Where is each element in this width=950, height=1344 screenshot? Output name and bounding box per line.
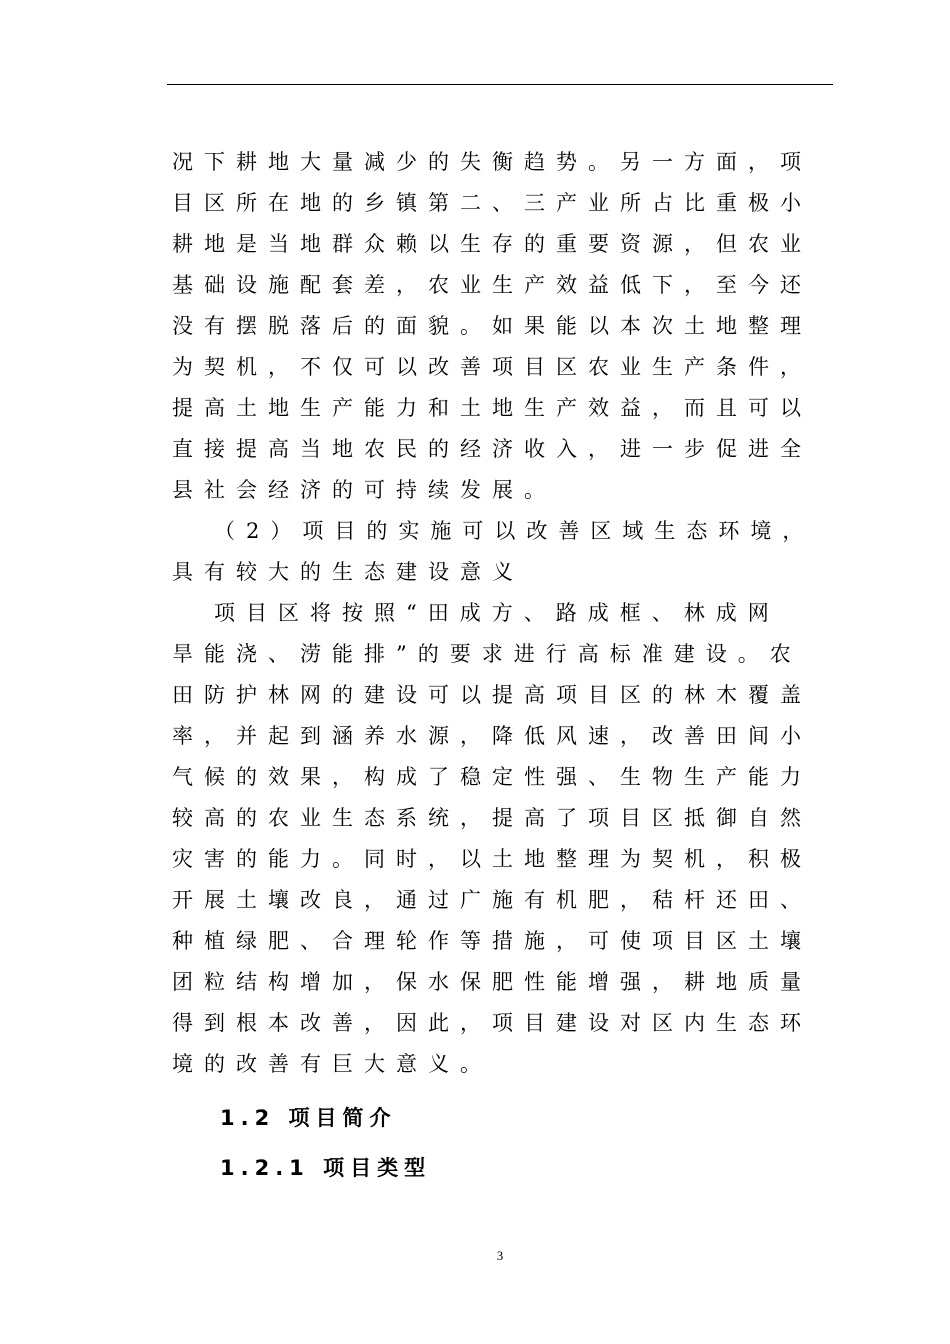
body-line: 直接提高当地农民的经济收入，进一步促进全 [172, 437, 812, 461]
body-line: （2）项目的实施可以改善区域生态环境， [214, 519, 815, 543]
body-line: 较高的农业生态系统，提高了项目区抵御自然 [172, 806, 812, 830]
body-line: 种植绿肥、合理轮作等措施，可使项目区土壤 [172, 929, 812, 953]
body-line: 没有摆脱落后的面貌。如果能以本次土地整理 [172, 314, 812, 338]
header-rule [167, 84, 833, 85]
body-line: 开展土壤改良，通过广施有机肥，秸杆还田、 [172, 888, 812, 912]
body-line: 率，并起到涵养水源，降低风速，改善田间小 [172, 724, 812, 748]
body-line: 目区所在地的乡镇第二、三产业所占比重极小 [172, 191, 812, 215]
body-line: 团粒结构增加，保水保肥性能增强，耕地质量 [172, 970, 812, 994]
body-line: 耕地是当地群众赖以生存的重要资源，但农业 [172, 232, 812, 256]
section-heading: 1.2 项目简介 [220, 1106, 397, 1130]
body-line: 项目区将按照“田成方、路成框、林成网 [214, 601, 780, 625]
page-number: 3 [496, 1248, 504, 1263]
body-line: 基础设施配套差，农业生产效益低下，至今还 [172, 273, 812, 297]
body-line: 况下耕地大量减少的失衡趋势。另一方面，项 [172, 150, 812, 174]
body-line: 提高土地生产能力和土地生产效益，而且可以 [172, 396, 812, 420]
body-line: 田防护林网的建设可以提高项目区的林木覆盖 [172, 683, 812, 707]
body-line: 具有较大的生态建设意义 [172, 560, 524, 584]
body-line: 县社会经济的可持续发展。 [172, 478, 556, 502]
body-line: 得到根本改善，因此，项目建设对区内生态环 [172, 1011, 812, 1035]
body-line: 灾害的能力。同时，以土地整理为契机，积极 [172, 847, 812, 871]
body-line: 为契机，不仅可以改善项目区农业生产条件， [172, 355, 812, 379]
body-line: 旱能浇、涝能排”的要求进行高标准建设。农 [172, 642, 802, 666]
body-line: 境的改善有巨大意义。 [172, 1052, 492, 1076]
subsection-heading: 1.2.1 项目类型 [220, 1156, 432, 1180]
body-line: 气候的效果，构成了稳定性强、生物生产能力 [172, 765, 812, 789]
